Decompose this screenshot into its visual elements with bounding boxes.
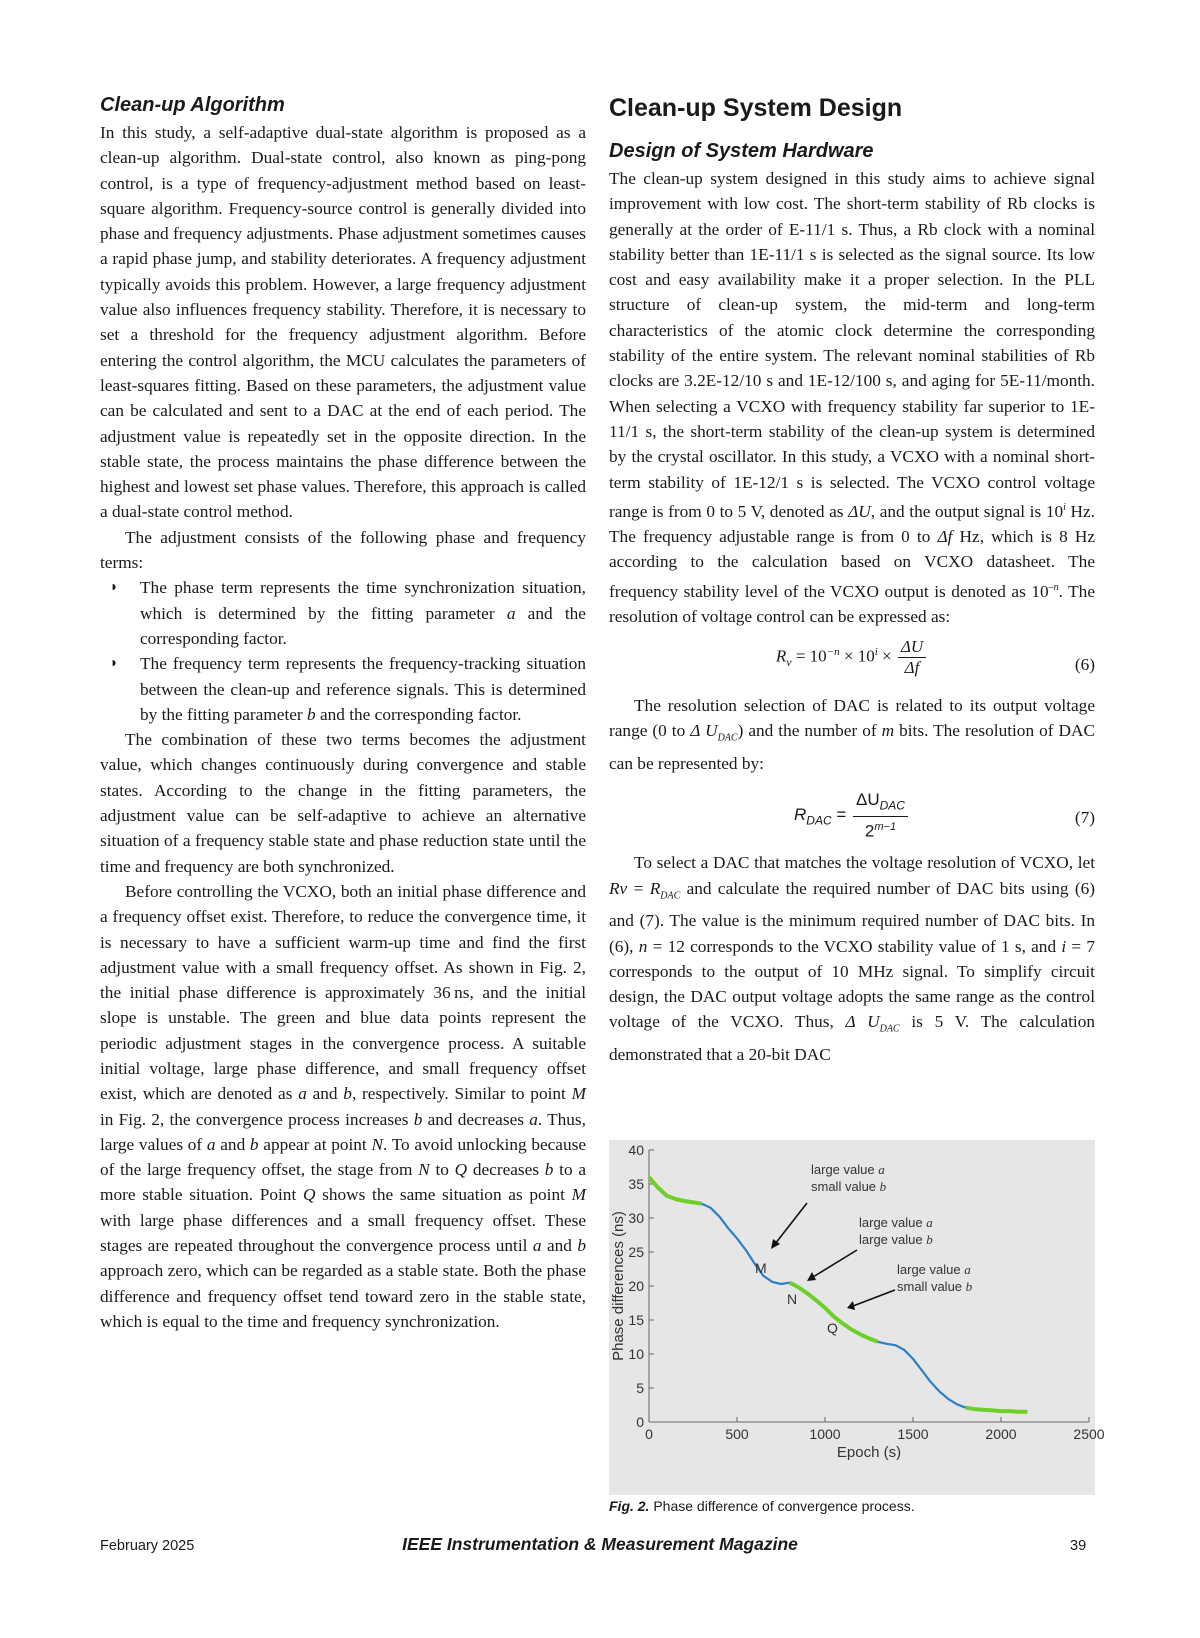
text: and decreases	[422, 1109, 530, 1129]
annot-text: small value	[897, 1279, 966, 1294]
paragraph-hardware	[609, 166, 1095, 629]
eq6-denominator: Δf	[904, 657, 920, 677]
equation-7-body	[609, 790, 1095, 841]
caption-text: Phase difference of convergence process.	[649, 1498, 915, 1514]
point-Q-label: Q	[827, 1320, 838, 1336]
equation-6	[609, 637, 1095, 693]
paragraph-dac-selection	[609, 850, 1095, 1067]
var-Q: Q	[302, 1185, 316, 1205]
annot-text: large value	[859, 1232, 927, 1247]
x-tick-label: 0	[645, 1426, 653, 1442]
paragraph-convergence	[100, 879, 586, 1334]
var-r: R	[649, 878, 661, 898]
text: in Fig. 2, the convergence process increases	[100, 1109, 414, 1129]
var-a: a	[206, 1134, 216, 1154]
y-tick-label: 25	[628, 1244, 644, 1260]
var-a: a	[298, 1084, 307, 1104]
text: appear at point	[258, 1134, 372, 1154]
annot-var: b	[926, 1232, 933, 1247]
frequency-term-text-end: and the corresponding factor.	[315, 704, 522, 724]
eq6-text: ×	[877, 646, 896, 666]
var-i: i	[1061, 936, 1067, 956]
point-N-label: N	[787, 1291, 798, 1307]
eq7-num-text: ΔU	[856, 790, 880, 810]
eq7-num-sub: DAC	[879, 798, 905, 813]
eq6-text: = 10	[791, 646, 827, 666]
var-n: n	[638, 936, 648, 956]
text: The resolution selection of DAC is related to its output voltage range (0 to	[609, 695, 1095, 741]
x-tick-label: 500	[725, 1426, 749, 1442]
y-tick-label: 15	[628, 1312, 644, 1328]
sup-n: –n	[1048, 581, 1059, 593]
text: and	[306, 1084, 344, 1104]
var-a: a	[529, 1109, 538, 1129]
var-a: a	[506, 603, 516, 623]
text: to a more stable situation. Point	[100, 1160, 586, 1205]
text: , respectively. Similar to point	[351, 1084, 572, 1104]
x-tick-label: 2500	[1073, 1426, 1105, 1442]
y-tick-label: 40	[628, 1142, 644, 1158]
var-rv: Rv	[609, 878, 628, 898]
delta-u: ΔU	[848, 501, 871, 521]
y-tick-label: 10	[628, 1346, 644, 1362]
right-column	[609, 92, 1095, 1068]
var-b: b	[343, 1084, 352, 1104]
delta-u: Δ U	[690, 721, 718, 741]
paragraph-dac-resolution	[609, 693, 1095, 776]
var-M: M	[571, 1084, 586, 1104]
text: =	[627, 878, 650, 898]
var-m: m	[881, 721, 895, 741]
y-tick-label: 30	[628, 1210, 644, 1226]
terms-list	[100, 575, 586, 727]
eq7-sub-dac: DAC	[806, 813, 832, 828]
list-item-frequency-term	[100, 651, 586, 727]
annot-var: a	[964, 1262, 971, 1277]
annotation-2-line-2	[859, 1232, 933, 1247]
x-tick-label: 2000	[985, 1426, 1017, 1442]
annotation-1-line-1	[811, 1162, 885, 1177]
eq6-sub-v: v	[786, 654, 792, 669]
y-axis-label: Phase differences (ns)	[610, 1211, 627, 1361]
text: decreases	[467, 1160, 545, 1180]
annotation-3-line-1	[897, 1262, 971, 1277]
annot-var: b	[879, 1179, 887, 1194]
var-b: b	[544, 1160, 554, 1180]
text: approach zero, which can be regarded as a stable state. Both the phase difference and frequency offset tend toward zero in the stable state, which is equal to the time and frequency synchronization.	[100, 1261, 586, 1331]
eq6-text: × 10	[839, 646, 875, 666]
text: Before controlling the VCXO, both an initial phase difference and a frequency offset exist. Therefore, to reduce the convergence time, it is necessary to have a sufficient warm-up time and find the first adjustment value with a small frequency offset. As shown in Fig. 2, the initial phase difference is approximately 36 ns, and the initial slope is unstable. The green and blue data points represent the periodic adjustment stages in the convergence process. A suitable initial voltage, large phase difference, and small frequency offset exist, which are denoted as	[100, 881, 586, 1104]
text: with large phase differences and a small frequency offset. These stages are repeated throughout the convergence process until	[100, 1210, 586, 1256]
text: and	[541, 1236, 578, 1256]
footer-journal: IEEE Instrumentation & Measurement Magazine	[402, 1534, 798, 1554]
text: = 7 corresponds to the output of 10 MHz signal. To simplify circuit design, the DAC output voltage adopts the same range as the control voltage of the VCXO. Thus,	[609, 936, 1096, 1032]
section-title: Clean-up System Design	[609, 94, 903, 122]
heading-system-hardware: Design of System Hardware	[609, 140, 874, 162]
equation-7-number: (7)	[1074, 808, 1095, 828]
x-tick-label: 1500	[897, 1426, 929, 1442]
text: shows the same situation as point	[315, 1185, 572, 1205]
text: . To avoid unlocking because of the large frequency offset, the stage from	[100, 1134, 587, 1180]
eq7-numerator	[853, 790, 908, 816]
var-b: b	[249, 1134, 259, 1154]
sup-i: i	[1063, 501, 1066, 513]
eq7-r: R	[794, 805, 807, 825]
phase-difference-chart	[609, 1140, 1105, 1495]
eq7-text: =	[831, 805, 851, 825]
delta-f: Δf	[937, 526, 953, 546]
eq7-den-text: 2	[864, 821, 875, 841]
var-N: N	[371, 1134, 383, 1154]
y-tick-label: 0	[636, 1414, 644, 1430]
text: = 12 corresponds to the VCXO stability value of 1 s, and	[647, 936, 1062, 956]
var-b: b	[413, 1109, 423, 1129]
figure-caption	[609, 1498, 915, 1514]
list-item-phase-term	[100, 575, 586, 651]
equation-6-body	[609, 637, 1095, 678]
figure-2	[609, 1140, 1105, 1495]
eq7-fraction	[853, 790, 908, 841]
eq6-sup-i: i	[874, 645, 878, 658]
eq7-den-sup: m−1	[874, 820, 897, 833]
text: . Thus, large values of	[100, 1109, 586, 1154]
text: bits. The resolution of DAC can be represented by:	[609, 721, 1095, 773]
bullet-icon: ◗	[110, 656, 119, 672]
eq6-numerator: ΔU	[898, 637, 926, 658]
annot-var: a	[926, 1215, 933, 1230]
paragraph-intro: In this study, a self-adaptive dual-state algorithm is proposed as a clean-up algorithm. Dual-state control, also known as ping-pong control, is a type of frequency-adjustment method based on least-square algorithm. Frequency-source control is generally divided into phase and frequency adjustments. Phase adjustment sometimes causes a rapid phase jump, and stability deteriorates. A frequency adjustment typically avoids this problem. However, a large frequency adjustment value also influences frequency stability. Therefore, it is necessary to set a threshold for the frequency adjustment algorithm. Before entering the control algorithm, the MCU calculates the parameters of least-squares fitting. Based on these parameters, the adjustment value can be calculated and sent to a DAC at the end of each period. The adjustment value is repeatedly set in the opposite direction. In the stable state, the process maintains the phase difference between the highest and lowest set phase values. Therefore, this approach is called a dual-state control method.	[100, 123, 586, 522]
text: ) and the number of	[737, 721, 882, 741]
bullet-icon: ◗	[110, 580, 119, 596]
annotation-2-line-1	[859, 1215, 933, 1230]
x-axis-label: Epoch (s)	[836, 1444, 902, 1461]
annot-text: small value	[811, 1179, 880, 1194]
annot-text: large value	[811, 1162, 879, 1177]
left-column	[100, 92, 586, 1334]
delta-u: Δ U	[845, 1012, 880, 1032]
phase-term-text: The phase term represents the time synchronization situation, which is determined by the fitting parameter	[140, 578, 586, 623]
equation-6-number: (6)	[1074, 654, 1095, 674]
annot-var: a	[878, 1162, 885, 1177]
x-tick-label: 1000	[809, 1426, 841, 1442]
annot-var: b	[965, 1279, 973, 1294]
sub-dac: DAC	[879, 1023, 900, 1035]
var-b: b	[577, 1236, 586, 1256]
var-N: N	[418, 1160, 430, 1180]
annot-text: large value	[897, 1262, 965, 1277]
eq6-fraction	[898, 637, 926, 678]
page-number: 39	[1070, 1538, 1087, 1554]
text: To select a DAC that matches the voltage resolution of VCXO, let	[634, 853, 1095, 873]
text: . The resolution of voltage control can be expressed as:	[609, 581, 1095, 626]
text: is 5 V. The calculation demonstrated that a 20-bit DAC	[609, 1012, 1096, 1065]
paragraph-adjustment-terms: The adjustment consists of the following phase and frequency terms:	[100, 527, 586, 573]
sub-dac: DAC	[717, 732, 738, 744]
eq6-r: R	[775, 646, 787, 666]
paragraph-combination: The combination of these two terms becomes the adjustment value, which changes continuously during convergence and stable states. According to the change in the fitting parameters, the adjustment value can be self-adaptive to achieve an alternative situation of a frequency stable state and phase reduction state until the time and frequency are both synchronized.	[100, 730, 586, 876]
annot-text: large value	[859, 1215, 927, 1230]
eq6-sup-n: −n	[826, 645, 840, 658]
point-M-label: M	[755, 1260, 767, 1276]
footer-date: February 2025	[100, 1538, 195, 1554]
annotation-3-line-2	[897, 1279, 973, 1294]
text: Hz. The frequency adjustable range is from 0 to	[609, 501, 1095, 546]
var-M: M	[571, 1185, 586, 1205]
text: , and the output signal is 10	[870, 501, 1064, 521]
text: to	[429, 1160, 455, 1180]
var-a: a	[532, 1236, 542, 1256]
y-tick-label: 35	[628, 1176, 644, 1192]
sub-dac: DAC	[660, 889, 681, 901]
eq7-denominator	[853, 817, 908, 842]
text: and	[215, 1134, 250, 1154]
annotation-1-line-2	[811, 1179, 887, 1194]
var-Q: Q	[454, 1160, 468, 1180]
frequency-term-text: The frequency term represents the frequency-tracking situation between the clean-up and reference signals. This is determined by the fitting parameter	[140, 654, 586, 724]
phase-term-text-end: and the corresponding factor.	[140, 603, 586, 648]
heading-clean-up-algorithm: Clean-up Algorithm	[100, 94, 285, 116]
y-tick-label: 20	[628, 1278, 644, 1294]
text: and calculate the required number of DAC bits using (6) and (7). The value is the minimum required number of DAC bits. In (6),	[609, 878, 1095, 956]
y-tick-label: 5	[636, 1380, 644, 1396]
var-b: b	[307, 704, 316, 724]
equation-7	[609, 790, 1095, 850]
text: Hz, which is 8 Hz according to the calculation based on VCXO datasheet. The frequency stability level of the VCXO output is denoted as 10	[609, 526, 1096, 601]
caption-label: Fig. 2.	[609, 1498, 650, 1514]
text: The clean-up system designed in this study aims to achieve signal improvement with low cost. The short-term stability of Rb clocks is generally at the order of E-11/1 s. Thus, a Rb clock with a nominal stability better than 1E-11/1 s is selected as the signal source. Its low cost and easy availability make it a proper selection. In the PLL structure of clean-up system, the mid-term and long-term characteristics of the atomic clock determine the corresponding stability of the entire system. The relevant nominal stabilities of Rb clocks are 3.2E-12/10 s and 1E-12/100 s, and aging for 5E-11/month. When selecting a VCXO with frequency stability far superior to 1E-11/1 s, the short-term stability of the clean-up system is determined by the crystal oscillator. In this study, a VCXO with a nominal short-term stability of 1E-12/1 s is selected. The VCXO control voltage range is from 0 to 5 V, denoted as	[609, 169, 1095, 521]
